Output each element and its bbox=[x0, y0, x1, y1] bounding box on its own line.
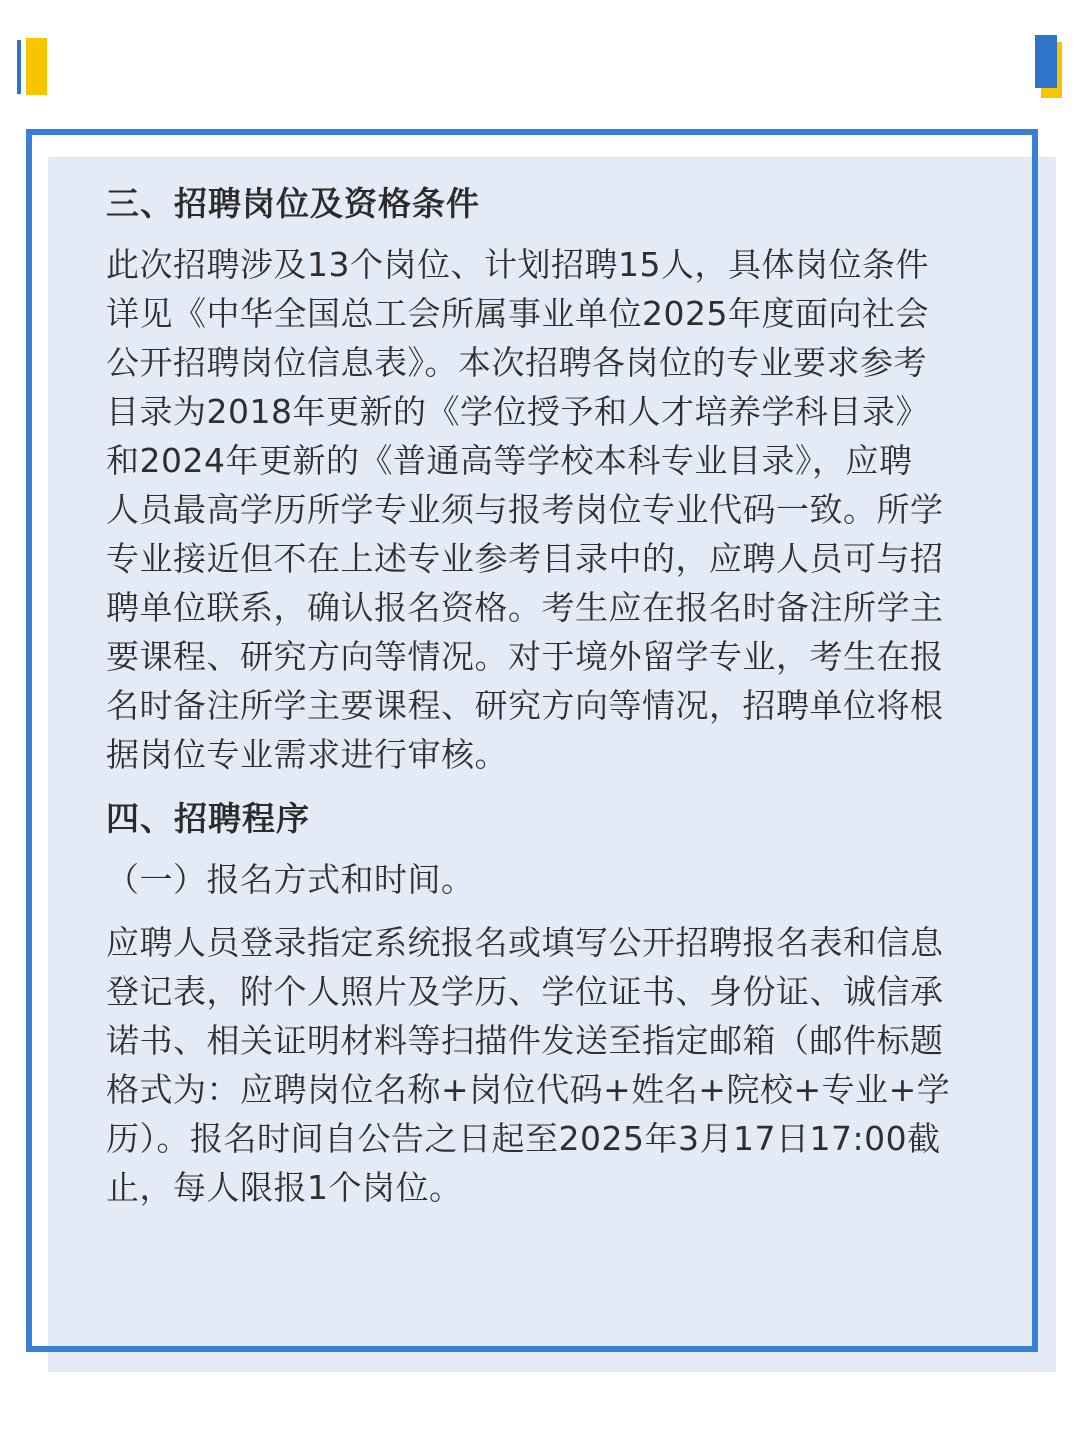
section-paragraph bbox=[106, 240, 986, 779]
corner-accent-thin-bar bbox=[17, 40, 21, 94]
text-line: 格式为：应聘岗位名称+岗位代码+姓名+院校+专业+学 bbox=[106, 1070, 951, 1109]
subsection-heading: （一）报名方式和时间。 bbox=[106, 860, 475, 899]
text-line: 此次招聘涉及13个岗位、计划招聘15人，具体岗位条件 bbox=[106, 245, 929, 284]
corner-accent-blue-block bbox=[1035, 35, 1057, 88]
text-line: 目录为2018年更新的《学位授予和人才培养学科目录》 bbox=[106, 392, 929, 431]
text-line: 名时备注所学主要课程、研究方向等情况，招聘单位将根 bbox=[106, 686, 944, 725]
text-line: 和2024年更新的《普通高等学校本科专业目录》，应聘 bbox=[106, 441, 913, 480]
section-heading: 三、招聘岗位及资格条件 bbox=[106, 184, 480, 223]
text-line: 专业接近但不在上述专业参考目录中的，应聘人员可与招 bbox=[106, 539, 944, 578]
text-line: 登记表，附个人照片及学历、学位证书、身份证、诚信承 bbox=[106, 972, 944, 1011]
text-line: 据岗位专业需求进行审核。 bbox=[106, 735, 508, 774]
text-line: 历）。报名时间自公告之日起至2025年3月17日17:00截 bbox=[106, 1119, 941, 1158]
text-line: 应聘人员登录指定系统报名或填写公开招聘报名表和信息 bbox=[106, 923, 944, 962]
text-line: 人员最高学历所学专业须与报考岗位专业代码一致。所学 bbox=[106, 490, 944, 529]
text-line: 详见《中华全国总工会所属事业单位2025年度面向社会 bbox=[106, 294, 929, 333]
section-paragraph bbox=[106, 918, 986, 1212]
corner-accent-yellow-bar bbox=[26, 38, 47, 95]
section-heading: 四、招聘程序 bbox=[106, 799, 310, 838]
text-line: 诺书、相关证明材料等扫描件发送至指定邮箱（邮件标题 bbox=[106, 1021, 944, 1060]
text-line: 公开招聘岗位信息表》。本次招聘各岗位的专业要求参考 bbox=[106, 343, 927, 382]
text-line: 要课程、研究方向等情况。对于境外留学专业，考生在报 bbox=[106, 637, 944, 676]
text-line: 止，每人限报1个岗位。 bbox=[106, 1168, 463, 1207]
document-content bbox=[106, 176, 986, 1212]
text-line: 聘单位联系，确认报名资格。考生应在报名时备注所学主 bbox=[106, 588, 944, 627]
